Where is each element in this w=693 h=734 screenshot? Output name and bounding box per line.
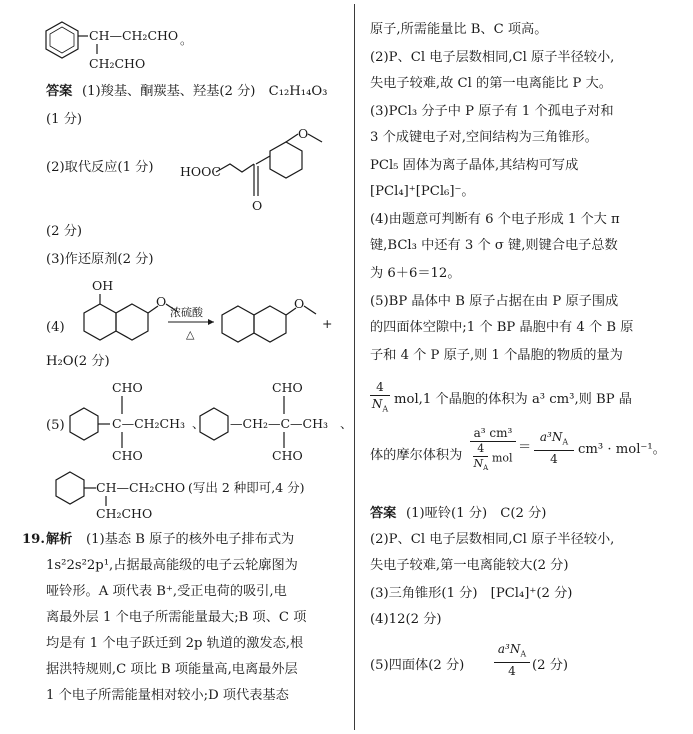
analysis-label: 解析 — [46, 532, 73, 547]
q19-line-4: 离最外层 1 个电子所需能量最大;B 项、C 项 — [46, 610, 307, 625]
svg-text:CHO: CHO — [112, 380, 143, 395]
structure-ans5-third — [52, 466, 342, 522]
right-answer-6: (5)四面体(2 分) — [370, 658, 465, 673]
svg-text:浓硫酸: 浓硫酸 — [170, 306, 203, 319]
q19-line-1: (1)基态 B 原子的核外电子排布式为 — [86, 532, 295, 547]
svg-text:CHO: CHO — [272, 380, 303, 395]
svg-text:O: O — [252, 198, 263, 213]
svg-text:、: 、 — [192, 416, 205, 431]
answer-label-left: 答案 — [46, 84, 73, 99]
right-line-14: mol,1 个晶胞的体积为 a³ cm³,则 BP 晶 — [394, 392, 632, 407]
benzene-ring-icon — [254, 306, 286, 342]
svg-text:HOOC: HOOC — [180, 164, 221, 179]
right-line-4: (3)PCl₃ 分子中 P 原子有 1 个孤电子对和 — [370, 104, 614, 119]
svg-text:—CH₂—C—CH₃: —CH₂—C—CH₃ — [230, 416, 329, 431]
struct-main-chain: CH—CH₂CHO — [89, 28, 179, 43]
q19-line-3: 哑铃形。A 项代表 B⁺,受正电荷的吸引,电 — [46, 584, 287, 599]
answer-label-right: 答案 — [370, 506, 397, 521]
structure-ans2 — [180, 128, 350, 218]
fraction-4-over-NA: 4 $N_A$ — [371, 380, 389, 414]
q19-line-5: 均是有 1 个电子跃迁到 2p 轨道的激发态,根 — [46, 636, 304, 651]
structure-top — [40, 14, 200, 74]
right-line-8: (4)由题意可判断有 6 个电子形成 1 个大 π — [370, 212, 620, 227]
svg-text:O: O — [294, 296, 305, 311]
benzene-ring-icon — [56, 472, 84, 504]
benzene-ring-icon — [70, 408, 98, 440]
answer-fraction: $a^3N_A$ 4 — [494, 642, 530, 678]
answer-2-score: (2 分) — [46, 224, 83, 239]
right-line-7: [PCl₄]⁺[PCl₆]⁻。 — [370, 184, 475, 199]
molar-volume-fraction-2: $a^3N_A$ 4 — [534, 430, 574, 466]
answer-1-score: (1 分) — [46, 112, 83, 127]
struct-branch: CH₂CHO — [89, 56, 146, 71]
svg-text:CH—CH₂CHO: CH—CH₂CHO — [96, 480, 186, 495]
question-19-number: 19. — [22, 532, 45, 547]
right-line-1: 原子,所需能量比 B、C 项高。 — [370, 22, 548, 37]
right-answer-3: 失电子较难,第一电离能较大(2 分) — [370, 558, 569, 573]
svg-text:(写出 2 种即可,4 分): (写出 2 种即可,4 分) — [188, 480, 305, 495]
q19-line-6: 据洪特规则,C 项比 B 项能量高,电离最外层 — [46, 662, 298, 677]
svg-text:、: 、 — [340, 416, 353, 431]
right-line-5: 3 个成键电子对,空间结构为三角锥形。 — [370, 130, 598, 145]
benzene-ring-icon — [270, 142, 302, 178]
right-answer-4: (3)三角锥形(1 分) [PCl₄]⁺(2 分) — [370, 586, 573, 601]
right-answer-6-score: (2 分) — [532, 658, 569, 673]
right-line-9: 键,BCl₃ 中还有 3 个 σ 键,则键合电子总数 — [370, 238, 618, 253]
molar-volume-unit: cm³ · mol⁻¹。 — [578, 442, 666, 457]
right-line-3: 失电子较难,故 Cl 的第一电离能比 P 大。 — [370, 76, 612, 91]
benzene-ring-icon — [116, 304, 148, 340]
right-line-10: 为 6＋6＝12。 — [370, 266, 461, 281]
equals-sign: ＝ — [518, 440, 532, 455]
column-divider — [354, 4, 355, 730]
answer-4-water: H₂O(2 分) — [46, 354, 110, 369]
right-line-13: 子和 4 个 P 原子,则 1 个晶胞的物质的量为 — [370, 348, 623, 363]
svg-text:CHO: CHO — [272, 448, 303, 463]
answer-1: (1)羧基、酮羰基、羟基(2 分) C₁₂H₁₄O₃ — [82, 84, 328, 99]
answer-5: (5) — [46, 418, 65, 433]
svg-text:CHO: CHO — [112, 448, 143, 463]
right-line-11: (5)BP 晶体中 B 原子占据在由 P 原子围成 — [370, 294, 619, 309]
right-line-6: PCl₅ 固体为离子晶体,其结构可写成 — [370, 158, 579, 173]
answer-3: (3)作还原剂(2 分) — [46, 252, 154, 267]
q19-line-2: 1s²2s²2p¹,占据最高能级的电子云轮廓图为 — [46, 558, 298, 573]
svg-text:O: O — [156, 294, 167, 309]
svg-text:OH: OH — [92, 278, 114, 293]
svg-text:。: 。 — [180, 32, 193, 47]
right-line-12: 的四面体空隙中;1 个 BP 晶胞中有 4 个 B 原 — [370, 320, 634, 335]
right-line-2: (2)P、Cl 电子层数相同,Cl 原子半径较小, — [370, 50, 615, 65]
molar-volume-fraction-1: a³ cm³ $\frac{4}{N_A}$ mol — [470, 426, 516, 474]
right-line-15: 体的摩尔体积为 — [370, 448, 463, 463]
right-answer-1: (1)哑铃(1 分) C(2 分) — [406, 506, 547, 521]
structure-ans4 — [66, 276, 346, 352]
svg-text:CH₂CHO: CH₂CHO — [96, 506, 153, 521]
svg-text:O: O — [298, 126, 309, 141]
right-answer-2: (2)P、Cl 电子层数相同,Cl 原子半径较小, — [370, 532, 615, 547]
svg-text:△: △ — [186, 328, 195, 341]
svg-text:+: + — [322, 316, 333, 331]
structure-ans5 — [66, 378, 356, 462]
right-answer-5: (4)12(2 分) — [370, 612, 442, 627]
answer-4: (4) — [46, 320, 65, 335]
answer-2: (2)取代反应(1 分) — [46, 160, 154, 175]
svg-text:C—CH₂CH₃: C—CH₂CH₃ — [112, 416, 186, 431]
q19-line-7: 1 个电子所需能量相对较小;D 项代表基态 — [46, 688, 289, 703]
